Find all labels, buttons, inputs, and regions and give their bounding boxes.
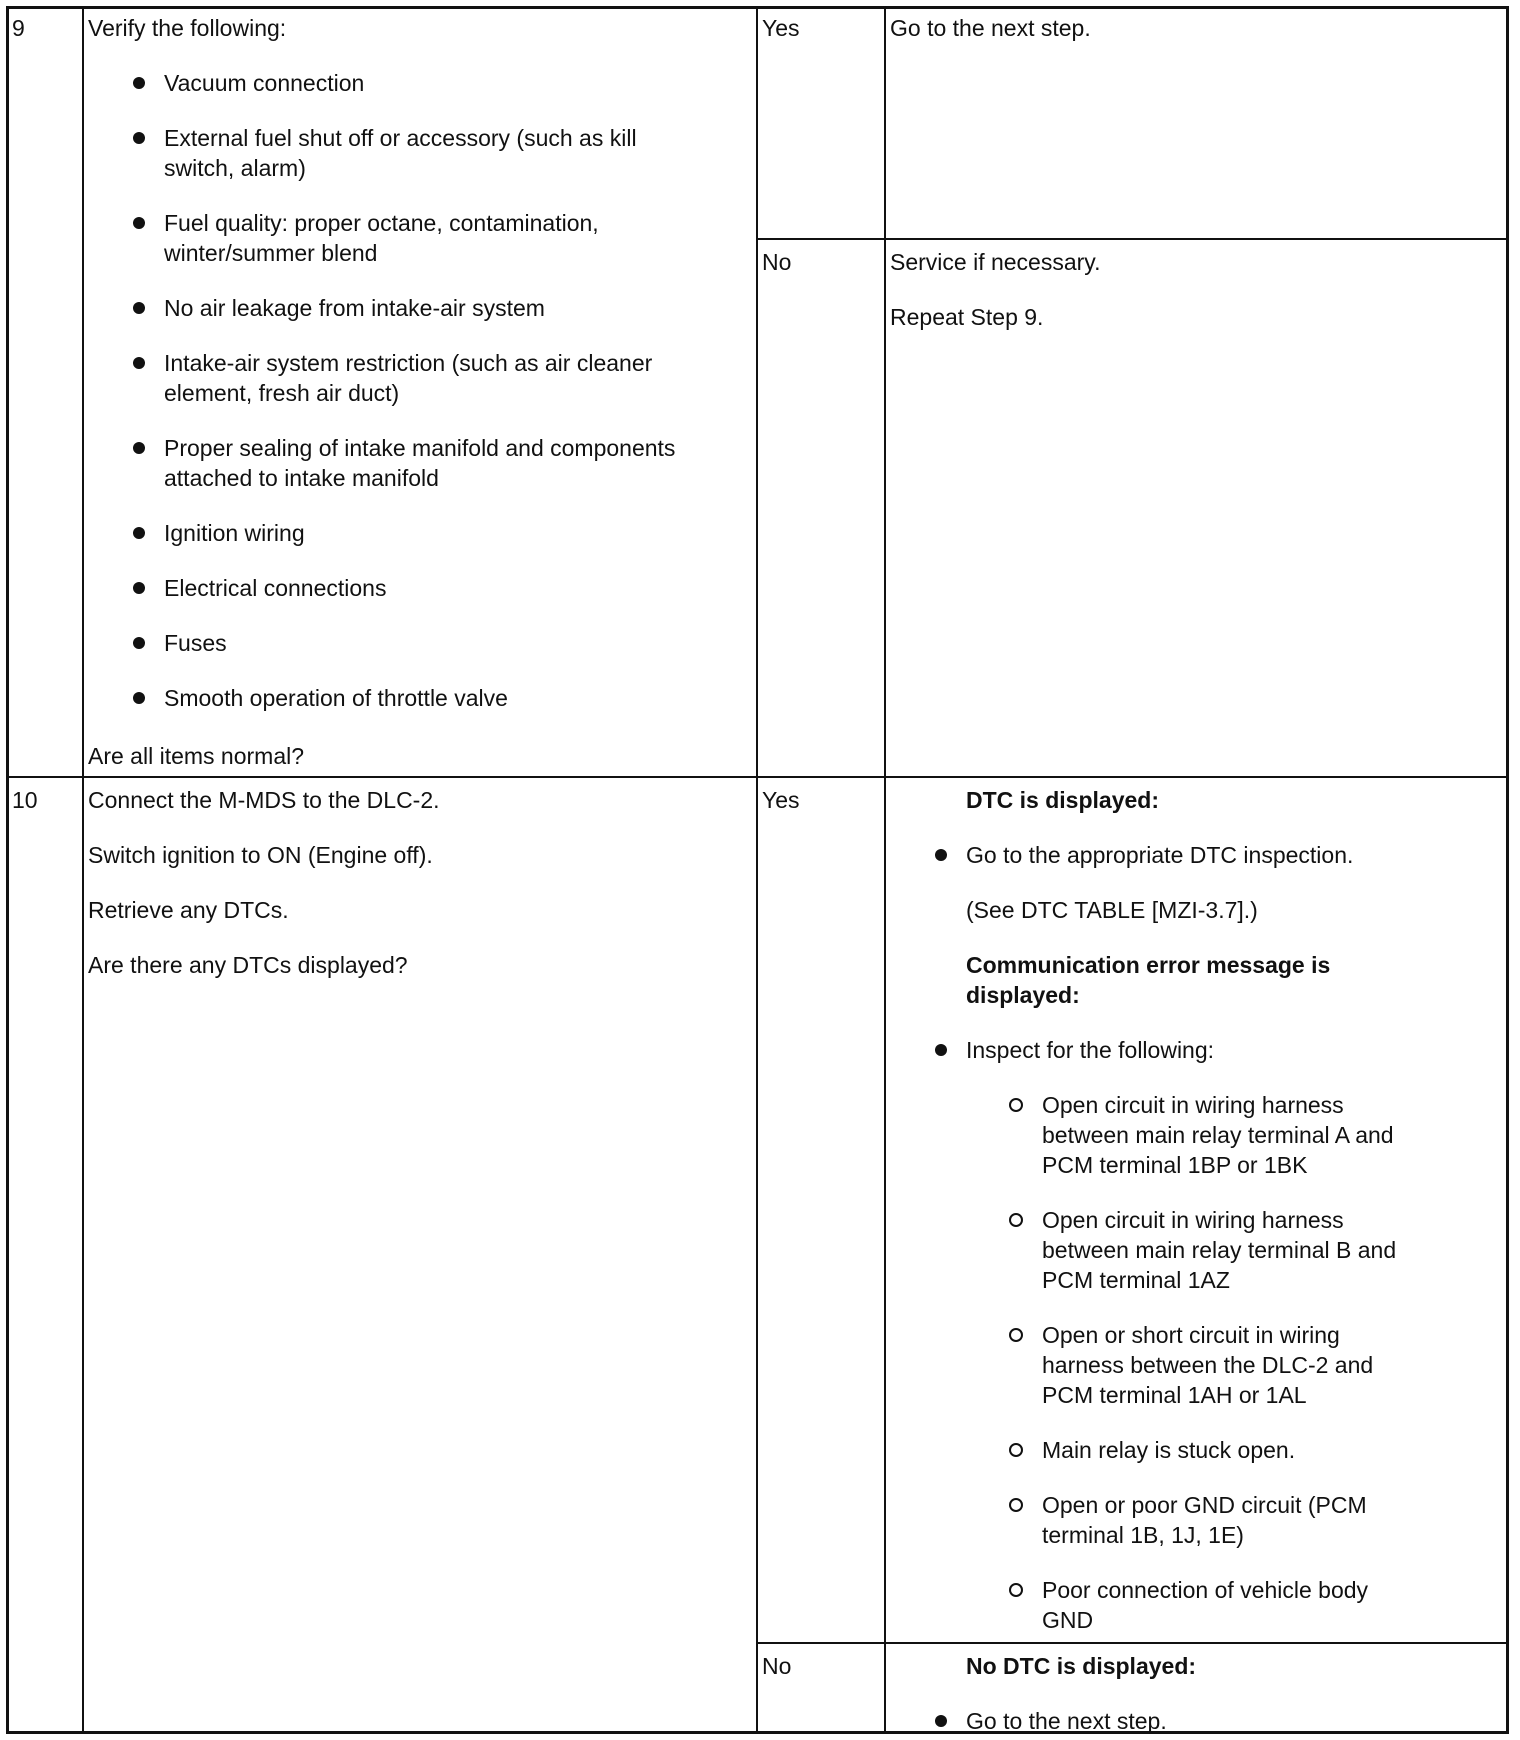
checklist-item: Intake-air system restriction (such as air cleaner element, fresh air duct)	[164, 350, 653, 406]
result-action: Go to the appropriate DTC inspection.	[966, 842, 1354, 868]
checklist-item: Electrical connections	[164, 575, 387, 601]
inspection-item: Open or poor GND circuit (PCM terminal 1B, 1J, 1E)	[1042, 1492, 1367, 1548]
column-divider-action	[756, 8, 758, 1733]
bullet-icon	[935, 849, 947, 861]
bullet-icon	[133, 77, 145, 89]
hollow-bullet-icon	[1009, 1328, 1023, 1342]
bullet-icon	[133, 637, 145, 649]
inspection-item: Open circuit in wiring harness between main relay terminal B and PCM terminal 1AZ	[1042, 1207, 1397, 1293]
checklist-item: External fuel shut off or accessory (such as kill switch, alarm)	[164, 125, 637, 181]
result-action: Repeat Step 9.	[890, 304, 1044, 330]
result-answer-yes: Yes	[762, 15, 800, 41]
hollow-bullet-icon	[1009, 1213, 1023, 1227]
step-instruction: Switch ignition to ON (Engine off).	[88, 842, 433, 868]
checklist-item: Proper sealing of intake manifold and components attached to intake manifold	[164, 435, 676, 491]
hollow-bullet-icon	[1009, 1583, 1023, 1597]
column-divider-answer	[884, 8, 886, 1733]
result-answer-no: No	[762, 1653, 792, 1679]
step-question: Are there any DTCs displayed?	[88, 952, 408, 978]
result-heading: Communication error message is displayed:	[966, 952, 1331, 1008]
hollow-bullet-icon	[1009, 1498, 1023, 1512]
bullet-icon	[133, 582, 145, 594]
result-action: Go to the next step.	[966, 1708, 1167, 1734]
inspection-item: Main relay is stuck open.	[1042, 1437, 1296, 1463]
step-question: Are all items normal?	[88, 743, 305, 769]
row-divider-step9-yes-no	[756, 238, 1508, 240]
step-instruction: Retrieve any DTCs.	[88, 897, 289, 923]
result-action: Inspect for the following:	[966, 1037, 1215, 1063]
bullet-icon	[133, 692, 145, 704]
bullet-icon	[133, 357, 145, 369]
result-action: Service if necessary.	[890, 249, 1101, 275]
checklist-item: Vacuum connection	[164, 70, 365, 96]
inspection-item: Poor connection of vehicle body GND	[1042, 1577, 1369, 1633]
reference-note: (See DTC TABLE [MZI-3.7].)	[966, 897, 1258, 923]
result-heading: DTC is displayed:	[966, 787, 1159, 813]
step-number: 9	[12, 15, 25, 41]
result-action: Go to the next step.	[890, 15, 1091, 41]
row-divider-step9-step10	[8, 776, 1508, 778]
result-answer-yes: Yes	[762, 787, 800, 813]
bullet-icon	[133, 132, 145, 144]
checklist-item: Smooth operation of throttle valve	[164, 685, 508, 711]
checklist-item: No air leakage from intake-air system	[164, 295, 545, 321]
result-heading: No DTC is displayed:	[966, 1653, 1197, 1679]
checklist-item: Fuel quality: proper octane, contamination, winter/summer blend	[164, 210, 599, 266]
result-answer-no: No	[762, 249, 792, 275]
bullet-icon	[935, 1715, 947, 1727]
checklist-item: Fuses	[164, 630, 227, 656]
bullet-icon	[133, 217, 145, 229]
step-instruction: Connect the M-MDS to the DLC-2.	[88, 787, 440, 813]
hollow-bullet-icon	[1009, 1443, 1023, 1457]
inspection-item: Open or short circuit in wiring harness between the DLC-2 and PCM terminal 1AH or 1AL	[1042, 1322, 1374, 1408]
step-number: 10	[12, 787, 38, 813]
bullet-icon	[133, 442, 145, 454]
bullet-icon	[935, 1044, 947, 1056]
hollow-bullet-icon	[1009, 1098, 1023, 1112]
bullet-icon	[133, 527, 145, 539]
row-divider-step10-yes-no	[756, 1642, 1508, 1644]
step-intro: Verify the following:	[88, 15, 287, 41]
inspection-item: Open circuit in wiring harness between main relay terminal A and PCM terminal 1BP or 1BK	[1042, 1092, 1394, 1178]
bullet-icon	[133, 302, 145, 314]
column-divider-step	[82, 8, 84, 1733]
checklist-item: Ignition wiring	[164, 520, 305, 546]
